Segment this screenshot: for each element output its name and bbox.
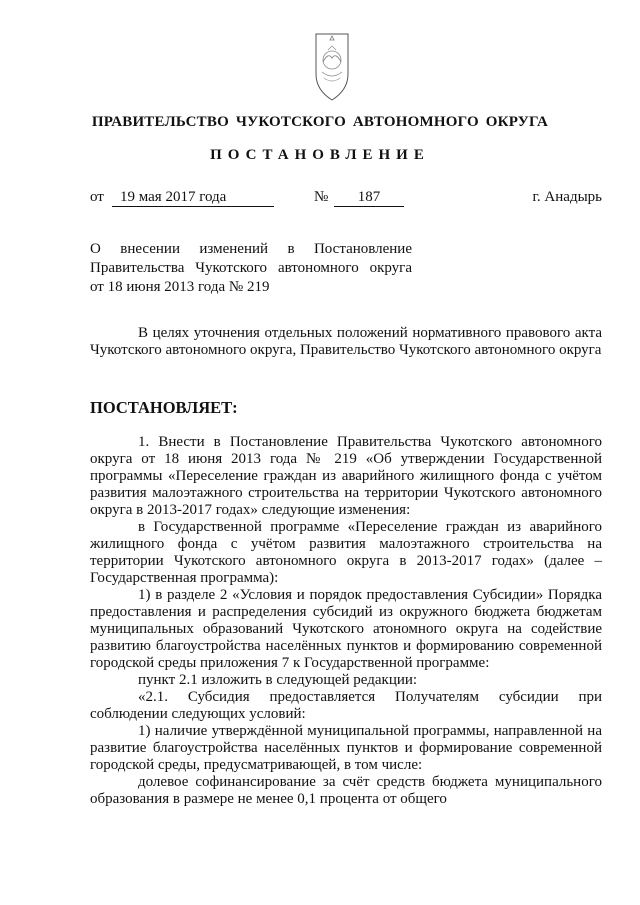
government-title: ПРАВИТЕЛЬСТВО ЧУКОТСКОГО АВТОНОМНОГО ОКРУГА (91, 114, 549, 130)
preamble-text: В целях уточнения отдельных положений нормативного правового акта Чукотского автономного округа, Правительство Чукотского автономного округа (90, 325, 602, 358)
document-body (90, 434, 602, 808)
document-type: ПОСТАНОВЛЕНИЕ (210, 147, 430, 163)
preamble (90, 325, 602, 359)
paragraph: 1) наличие утверждённой муниципальной программы, направленной на развитие благоустройства населённых пунктов и формирование современной городской среды, предусматривающей, в том числе: (90, 723, 602, 773)
paragraph: 1. Внести в Постановление Правительства Чукотского автономного округа от 18 июня 2013 года № 219 «Об утверждении Государственной программы «Переселение граждан из аварийного жилищного фонда с учётом развития малоэтажного строительства на территории Чукотского автономного округа в 2013-2017 годах» следующие изменения: (90, 434, 602, 518)
document-number: 187 (334, 189, 404, 207)
paragraph: долевое софинансирование за счёт средств бюджета муниципального образования в размере не менее 0,1 процента от общего (90, 774, 602, 807)
paragraph: 1) в разделе 2 «Условия и порядок предоставления Субсидии» Порядка предоставления и распределения субсидий из окружного бюджета бюджетам муниципальных образований Чукотского атономного округа на содействие развитию благоустройства населённых пунктов и формированию современной городской среды приложения 7 к Государственной программе: (90, 587, 602, 671)
paragraph: «2.1. Субсидия предоставляется Получателям субсидии при соблюдении следующих условий: (90, 689, 602, 722)
resolves-heading: ПОСТАНОВЛЯЕТ: (90, 398, 238, 417)
document-date: 19 мая 2017 года (112, 189, 274, 207)
paragraph: пункт 2.1 изложить в следующей редакции: (138, 672, 418, 688)
coat-of-arms-icon (306, 30, 358, 104)
number-sign: № (314, 189, 329, 205)
document-subject (90, 240, 412, 297)
date-prefix: от (90, 189, 104, 205)
subject-line: от 18 июня 2013 года № 219 (90, 279, 270, 295)
paragraph: в Государственной программе «Переселение граждан из аварийного жилищного фонда с учётом развития малоэтажного строительства на территории Чукотского автономного округа в 2013-2017 годах» (далее – Государственная программа): (90, 519, 602, 586)
document-meta (0, 189, 640, 209)
subject-line: Правительства Чукотского автономного округа (90, 260, 412, 276)
subject-line: О внесении изменений в Постановление (90, 241, 412, 257)
document-city: г. Анадырь (532, 189, 602, 205)
